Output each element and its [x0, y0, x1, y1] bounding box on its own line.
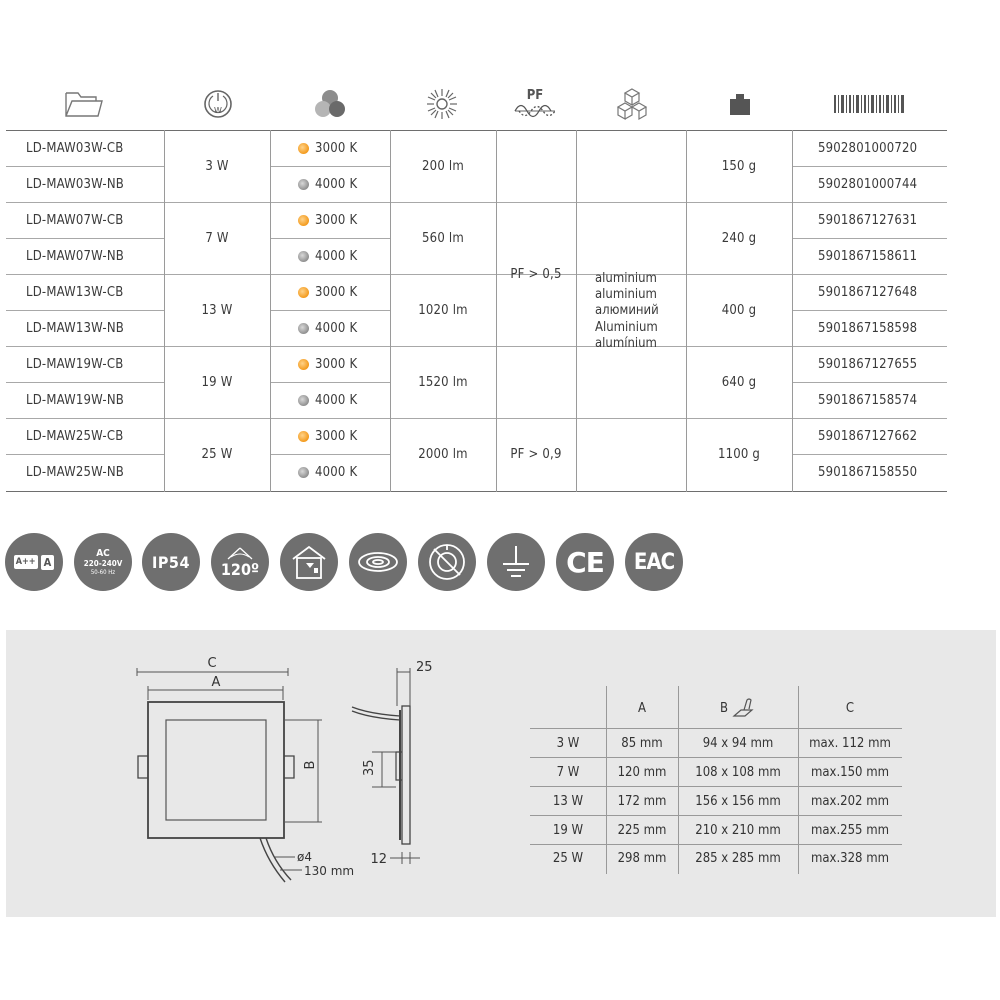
eac-mark-badge: [625, 533, 683, 591]
dim-row-c: max. 112 mm: [809, 736, 891, 751]
power-value: 19 W: [201, 375, 233, 390]
product-code: LD-MAW07W-NB: [26, 249, 124, 264]
material-label: alumínium: [595, 335, 657, 351]
flux-value: 2000 lm: [418, 447, 468, 462]
color-temp: [298, 177, 357, 192]
dim-row-c: max.255 mm: [810, 823, 889, 838]
color-temp: [298, 357, 357, 372]
ean-code: 5901867158598: [818, 321, 918, 336]
material-label: aluminium: [595, 287, 657, 303]
dim-row-power: 19 W: [552, 823, 584, 838]
weight-value: 240 g: [721, 231, 757, 246]
color-temp-label: 4000 K: [315, 465, 358, 480]
ce-mark-label: CE: [566, 545, 604, 579]
color-temp-label: 3000 K: [315, 213, 358, 228]
dim-depth: 25: [416, 660, 433, 675]
color-temp: [298, 465, 357, 480]
power-value: 25 W: [201, 447, 233, 462]
dimensions-table: [530, 686, 902, 874]
dim-label-c: C: [207, 656, 217, 671]
flux-value: 1520 lm: [418, 375, 468, 390]
spec-table: [6, 130, 947, 492]
dim-row-a: 172 mm: [617, 794, 667, 809]
dim-header-c: C: [845, 701, 855, 716]
color-temp-label: 3000 K: [315, 357, 358, 372]
product-code: LD-MAW07W-CB: [26, 213, 124, 228]
cold-dot-icon: [298, 179, 309, 190]
dim-row-b: 94 x 94 mm: [702, 736, 774, 751]
dim-row-c: max.202 mm: [810, 794, 889, 809]
weight-value: 400 g: [721, 303, 757, 318]
warm-dot-icon: [298, 215, 309, 226]
dim-row-a: 225 mm: [617, 823, 667, 838]
color-temp: [298, 321, 357, 336]
power-watt-icon: [196, 82, 240, 126]
dim-row-power: 7 W: [556, 765, 580, 780]
dim-header-b-label: B: [719, 700, 729, 716]
warm-dot-icon: [298, 359, 309, 370]
product-code: LD-MAW25W-CB: [26, 429, 124, 444]
dim-row-power: 3 W: [556, 736, 580, 751]
dim-cable-len: 130 mm: [304, 864, 355, 878]
color-temp-label: 4000 K: [315, 321, 358, 336]
cold-dot-icon: [298, 251, 309, 262]
ip-rating-label: IP54: [152, 552, 190, 572]
ac-voltage-badge: [74, 533, 132, 591]
material-label: алюминий: [595, 303, 659, 319]
beam-angle-badge: [211, 533, 269, 591]
ean-code: 5901867158574: [818, 393, 918, 408]
color-temp-label: 4000 K: [315, 177, 358, 192]
ean-code: 5902801000744: [818, 177, 918, 192]
cold-dot-icon: [298, 323, 309, 334]
product-code: LD-MAW19W-NB: [26, 393, 124, 408]
color-temp: [298, 249, 357, 264]
beam-angle-label: 120º: [220, 559, 260, 579]
energy-class-badge: [5, 533, 63, 591]
warm-dot-icon: [298, 143, 309, 154]
pf-value: PF > 0,9: [510, 447, 562, 462]
eac-mark-label: EAC: [633, 549, 675, 575]
material-label: aluminium: [595, 271, 657, 286]
material-cubes-icon: [610, 82, 654, 126]
color-temp: [298, 429, 357, 444]
product-code: LD-MAW25W-NB: [26, 465, 124, 480]
weight-icon: [718, 82, 762, 126]
cutout-hand-icon: [732, 697, 756, 719]
dim-row-c: max.328 mm: [810, 851, 889, 866]
weight-value: 640 g: [721, 375, 757, 390]
ac-line2: 220-240V: [83, 558, 123, 568]
dim-mount: 35: [362, 759, 377, 776]
flux-value: 1020 lm: [418, 303, 468, 318]
ean-code: 5901867158550: [818, 465, 918, 480]
ean-code: 5901867127655: [818, 357, 918, 372]
ac-line3: 50-60 Hz: [90, 568, 116, 576]
dim-row-b: 156 x 156 mm: [695, 794, 781, 809]
product-code: LD-MAW03W-CB: [26, 141, 124, 156]
cold-dot-icon: [298, 395, 309, 406]
power-value: 3 W: [205, 159, 229, 174]
earth-ground-icon: [487, 533, 545, 591]
product-code: LD-MAW13W-CB: [26, 285, 124, 300]
material-list: [595, 271, 699, 352]
dim-row-b: 210 x 210 mm: [695, 823, 781, 838]
product-code: LD-MAW13W-NB: [26, 321, 124, 336]
product-code: LD-MAW03W-NB: [26, 177, 124, 192]
dim-row-a: 298 mm: [617, 851, 667, 866]
color-temp-label: 3000 K: [315, 285, 358, 300]
dim-thickness: 12: [370, 852, 387, 867]
product-code: LD-MAW19W-CB: [26, 357, 124, 372]
power-value: 13 W: [201, 303, 233, 318]
material-label: Aluminium: [595, 319, 658, 335]
ce-mark-badge: [556, 533, 614, 591]
power-factor-label: PF: [526, 87, 544, 103]
color-temp: [298, 141, 357, 156]
cold-dot-icon: [298, 467, 309, 478]
warm-dot-icon: [298, 287, 309, 298]
dim-row-power: 25 W: [552, 851, 584, 866]
dim-label-b: B: [303, 760, 318, 770]
flux-value: 560 lm: [422, 231, 464, 246]
dim-row-b: 108 x 108 mm: [695, 765, 781, 780]
no-dimming-icon: [418, 533, 476, 591]
weight-value: 150 g: [721, 159, 757, 174]
color-temp-label: 3000 K: [315, 429, 358, 444]
color-temp: [298, 393, 357, 408]
ean-code: 5901867127648: [818, 285, 918, 300]
energy-class-right: A: [41, 555, 55, 570]
pf-value: PF > 0,5: [510, 267, 562, 282]
color-temp-label: 4000 K: [315, 249, 358, 264]
dim-cable-dia: ø4: [297, 850, 312, 864]
dim-label-a: A: [211, 675, 221, 690]
dim-row-power: 13 W: [552, 794, 584, 809]
weight-value: 1100 g: [717, 447, 761, 462]
ean-code: 5901867127662: [818, 429, 918, 444]
ean-code: 5902801000720: [818, 141, 918, 156]
flux-value: 200 lm: [422, 159, 464, 174]
ip-rating-badge: [142, 533, 200, 591]
ean-code: 5901867158611: [818, 249, 918, 264]
dim-header-a: A: [638, 701, 646, 716]
power-factor-icon: [510, 82, 560, 126]
ean-code: 5901867127631: [818, 213, 918, 228]
dim-row-b: 285 x 285 mm: [695, 851, 781, 866]
energy-class-left: A++: [15, 557, 36, 567]
indoor-use-icon: [280, 533, 338, 591]
color-temperature-icon: [308, 82, 352, 126]
ac-line1: AC: [96, 547, 110, 559]
color-temp-label: 3000 K: [315, 141, 358, 156]
dim-row-a: 85 mm: [621, 736, 663, 751]
folder-icon: [62, 82, 106, 126]
warm-dot-icon: [298, 431, 309, 442]
dim-header-b: [678, 697, 798, 719]
dim-row-a: 120 mm: [617, 765, 667, 780]
power-value: 7 W: [205, 231, 229, 246]
barcode-icon: [832, 82, 908, 126]
power-watt-label: W: [214, 106, 222, 115]
color-temp-label: 4000 K: [315, 393, 358, 408]
color-temp: [298, 285, 357, 300]
ceiling-mount-icon: [349, 533, 407, 591]
luminous-flux-icon: [420, 82, 464, 126]
technical-drawing: [120, 652, 440, 892]
dim-row-c: max.150 mm: [810, 765, 889, 780]
color-temp: [298, 213, 357, 228]
